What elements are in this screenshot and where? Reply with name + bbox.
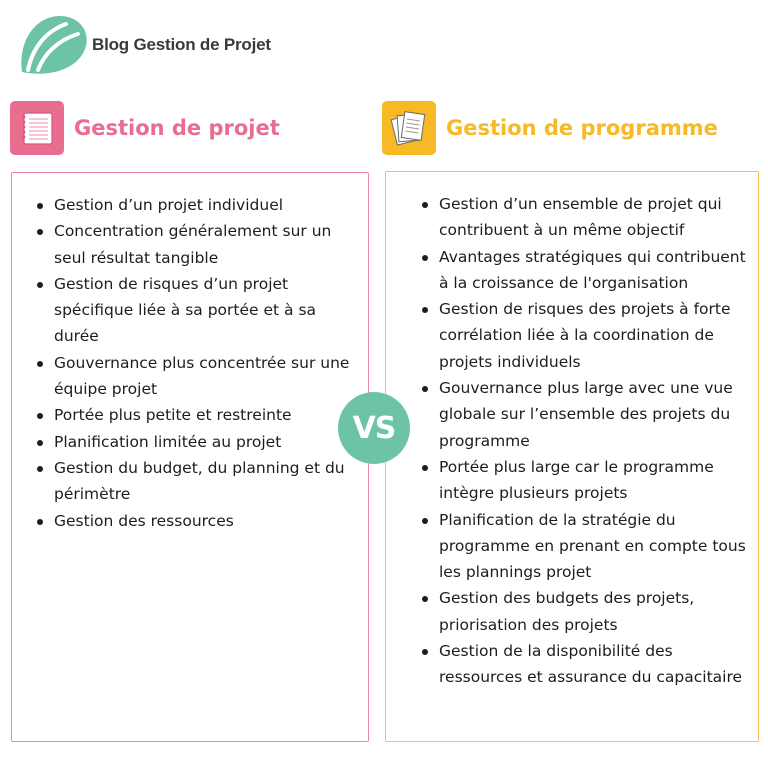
list-item: Portée plus large car le programme intègre plusieurs projets: [419, 454, 749, 507]
vs-badge: VS: [338, 392, 410, 464]
right-column-header: [382, 101, 718, 155]
list-item: Avantages stratégiques qui contribuent à la croissance de l'organisation: [419, 244, 749, 297]
left-column-header: [10, 101, 280, 155]
left-column-title: Gestion de projet: [74, 116, 280, 140]
program-management-panel: [385, 171, 759, 742]
list-item: Planification de la stratégie du programme en prenant en compte tous les plannings projet: [419, 507, 749, 586]
list-item: Gestion de risques des projets à forte corrélation liée à la coordination de projets individuels: [419, 296, 749, 375]
brand-name: Blog Gestion de Projet: [92, 35, 271, 54]
project-management-list: [34, 192, 352, 534]
stacked-papers-icon: [382, 101, 436, 155]
list-item: Gestion de risques d’un projet spécifique liée à sa portée et à sa durée: [34, 271, 352, 350]
program-management-list: [419, 191, 749, 691]
leaf-logo-icon: [14, 10, 92, 80]
right-column-title: Gestion de programme: [446, 116, 718, 140]
notepad-icon: [10, 101, 64, 155]
list-item: Gestion du budget, du planning et du périmètre: [34, 455, 352, 508]
brand-logo: [14, 10, 271, 80]
list-item: Gestion d’un projet individuel: [34, 192, 352, 218]
list-item: Portée plus petite et restreinte: [34, 402, 352, 428]
list-item: Planification limitée au projet: [34, 429, 352, 455]
list-item: Gestion des ressources: [34, 508, 352, 534]
list-item: Gestion de la disponibilité des ressources et assurance du capacitaire: [419, 638, 749, 691]
list-item: Concentration généralement sur un seul résultat tangible: [34, 218, 352, 271]
project-management-panel: [11, 172, 369, 742]
list-item: Gestion des budgets des projets, priorisation des projets: [419, 585, 749, 638]
list-item: Gestion d’un ensemble de projet qui contribuent à un même objectif: [419, 191, 749, 244]
list-item: Gouvernance plus concentrée sur une équipe projet: [34, 350, 352, 403]
list-item: Gouvernance plus large avec une vue globale sur l’ensemble des projets du programme: [419, 375, 749, 454]
